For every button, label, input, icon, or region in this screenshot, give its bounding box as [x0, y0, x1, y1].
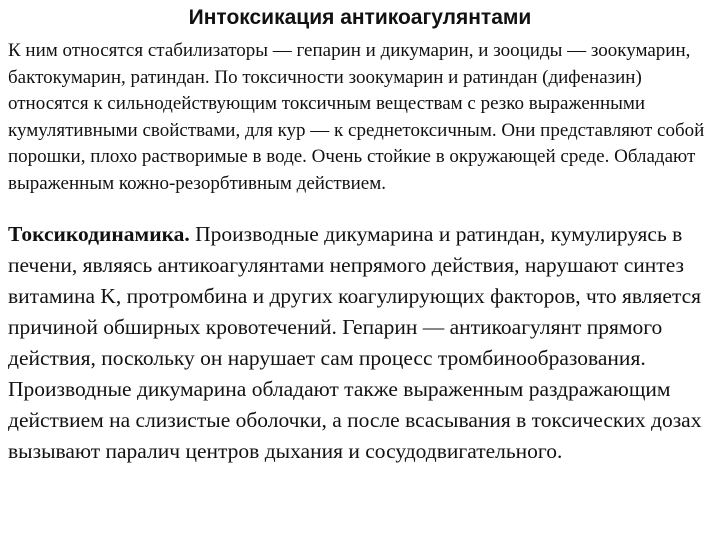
- intro-paragraph: К ним относятся стабилизаторы — гепарин и дикумарин, и зооциды — зоокумарин, бактокумарин, ратиндан. По токсичности зоокумарин и ратиндан (дифеназин) относятся к сильнодействующим токсичным веществам с резко выраженными кумулятивными свойствами, для кур — к среднетоксичным. Они представляют собой порошки, плохо растворимые в воде. Очень стойкие в окружающей среде. Обладают выраженным кожно-резорбтивным действием.: [8, 40, 705, 194]
- toxicodynamics-paragraph: [8, 219, 714, 467]
- toxicodynamics-text: Производные дикумарина и ратиндан, кумулируясь в печени, являясь антикоагулянтами непрямого действия, нарушают синтез витамина K, протромбина и других коагулирующих факторов, что является причиной обширных кровотечений. Гепарин — антикоагулянт прямого действия, поскольку он нарушает сам процесс тромбинообразования. Производные дикумарина обладают также выраженным раздражающим действием на слизистые оболочки, а после всасывания в токсических дозах вызывают паралич центров дыхания и сосудодвигательного.: [8, 222, 702, 463]
- section-heading: Токсикодинамика.: [8, 222, 190, 246]
- page-title: Интоксикация антикоагулянтами: [188, 6, 532, 29]
